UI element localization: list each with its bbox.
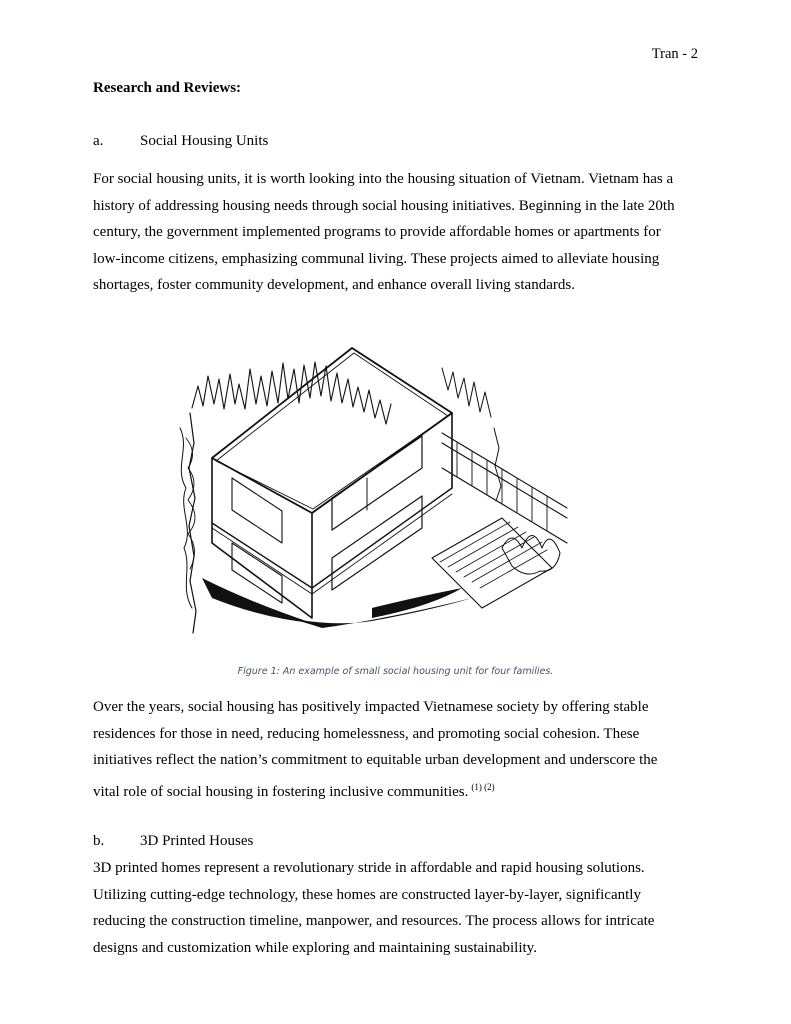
text-line: designs and customization while exploring and maintaining sustainability. bbox=[93, 939, 537, 956]
paragraph-social-housing-impact bbox=[93, 694, 703, 805]
text-line: reducing the construction timeline, manpower, and resources. The process allows for intricate bbox=[93, 913, 655, 930]
text-line: residences for those in need, reducing homelessness, and promoting social cohesion. These bbox=[93, 725, 640, 742]
figure-caption: Figure 1: An example of small social housing unit for four families. bbox=[237, 666, 554, 677]
subsection-b-title: 3D Printed Houses bbox=[140, 833, 254, 849]
paragraph-3d-printed-houses bbox=[93, 855, 703, 961]
subsection-b-letter: b. bbox=[93, 833, 105, 849]
housing-sketch-figure bbox=[172, 318, 572, 638]
text-line: initiatives reflect the nation’s commitment to equitable urban development and underscore the bbox=[93, 752, 658, 769]
subsection-a-heading bbox=[93, 133, 268, 150]
subsection-a-title: Social Housing Units bbox=[140, 133, 269, 149]
text-line: 3D printed homes represent a revolutionary stride in affordable and rapid housing solutions. bbox=[93, 860, 645, 876]
section-heading: Research and Reviews: bbox=[93, 80, 242, 96]
citation-marks: (1) (2) bbox=[471, 781, 495, 792]
text-line: shortages, foster community development, and enhance overall living standards. bbox=[93, 277, 575, 294]
text-line: For social housing units, it is worth looking into the housing situation of Vietnam. Vietnam has a bbox=[93, 171, 674, 187]
page-number: Tran - 2 bbox=[651, 46, 698, 62]
text-line: vital role of social housing in fostering inclusive communities. bbox=[93, 783, 469, 800]
subsection-a-letter: a. bbox=[93, 133, 104, 149]
text-line: low-income citizens, emphasizing communal living. These projects aimed to alleviate housing bbox=[93, 250, 660, 267]
text-line: Over the years, social housing has positively impacted Vietnamese society by offering stable bbox=[93, 699, 649, 715]
subsection-b-heading bbox=[93, 833, 253, 850]
text-line: history of addressing housing needs through social housing initiatives. Beginning in the late 20th bbox=[93, 197, 675, 214]
text-line: Utilizing cutting-edge technology, these homes are constructed layer-by-layer, significantly bbox=[93, 886, 641, 903]
text-line-with-citation bbox=[93, 774, 703, 806]
paragraph-social-housing-intro bbox=[93, 166, 703, 299]
text-line: century, the government implemented programs to provide affordable homes or apartments for bbox=[93, 224, 661, 241]
